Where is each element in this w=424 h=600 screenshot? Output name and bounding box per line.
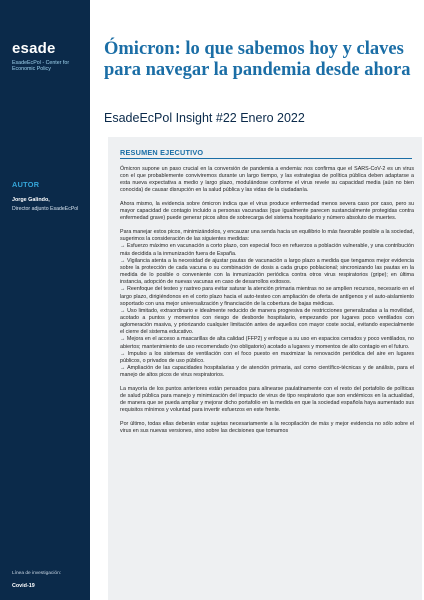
summary-heading: RESUMEN EJECUTIVO (120, 148, 204, 157)
esade-logo: esade (12, 40, 56, 57)
author-heading: AUTOR (12, 180, 40, 189)
measure-item: → Mejora en el acceso a mascarillas de alta calidad (FFP2) y enfoque a su uso en espacios cerrados y poco ventilados, no abiertos; mantenimiento de uso recomendado (no obligatorio) acotado a lugares y momentos de alto contagio en el futuro. (120, 336, 414, 350)
research-line-label: Línea de investigación: (12, 571, 62, 576)
summary-paragraph: Ómicron supone un paso crucial en la conversión de pandemia a endemia: nos confirma que el SARS-CoV-2 es un virus con el que probablemente conviviremos durante un largo tiempo, y las estrategias de política pública deben adaptarse a esta nueva expectativa a medio y largo plazo, modulándose conforme el virus revele su capacidad media (aún no bien conocida) de causar disrupción en la salud pública y las vidas de la ciudadanía. (120, 166, 414, 194)
summary-paragraph: Ahora mismo, la evidencia sobre ómicron indica que el virus produce enfermedad menos severa caso por caso, pero su mayor capacidad de contagio incluido a personas vacunadas (que igualmente parecen sustancialmente protegidas contra enfermedad grave) puede generar picos altos de sobrecarga del sistema hospitalario y número absoluto de muertes. (120, 201, 414, 222)
page-subtitle: EsadeEcPol Insight #22 Enero 2022 (104, 111, 305, 125)
measure-item: → Reenfoque del testeo y rastreo para evitar saturar la atención primaria mientras no se amplíen recursos, necesario en el largo plazo, dirigiéndonos en el corto plazo hacia el auto-testeo con ampliación de oferta de antígenos y el auto-aislamiento soportado con una mejor universalización y financiación de la cobertura de bajas médicas. (120, 286, 414, 307)
summary-paragraph: Para manejar estos picos, minimizándolos, y encauzar una senda hacia un equilibrio lo más favorable posible a la sociedad, sugerimos la consideración de las siguientes medidas: (120, 229, 414, 243)
author-name: Jorge Galindo, (12, 197, 50, 203)
summary-divider (120, 158, 412, 159)
research-line-tag: Covid-19 (12, 583, 35, 589)
summary-paragraph: Por último, todas ellas deberán estar sujetas necesariamente a la recopilación de más y mejor evidencia no sólo sobre el virus en sus nuevas versiones, sino sobre las decisiones que tomamos (120, 421, 414, 435)
measure-item: → Vigilancia atenta a la necesidad de ajustar pautas de vacunación a largo plazo a medida que tengamos mejor evidencia sobre la protección de cada vacuna o su combinación de dosis a cada grupo poblacional; sincronizando las pautas en la medida de lo posible o conveniente con la inmunización periódica contra otros virus respiratorios (gripe); en última instancia, adopción de nuevas vacunas en caso de desarrollos exitosos. (120, 257, 414, 286)
measure-item: → Impulso a los sistemas de ventilación con el foco puesto en maximizar la renovación periódica del aire en lugares públicos, o privados de uso público. (120, 350, 414, 364)
measure-item: → Uso limitado, extraordinario e idealmente reducido de manera progresiva de restricciones generalizadas a la movilidad, acotado a puntos y momentos con riesgo de desborde hospitalario, empezando por lugares poco ventilados con aglomeración masiva, y priorizando cualquier limitación antes de aquellos con mayor coste social, evitando especialmente el cierre del sistema educativo. (120, 307, 414, 336)
brand-subtitle: EsadeEcPol - Center for Economic Policy (12, 60, 70, 73)
sidebar (0, 0, 90, 600)
author-role: Director adjunto EsadeEcPol (12, 206, 79, 212)
summary-body (120, 166, 414, 442)
measure-item: → Ampliación de las capacidades hospitalarias y de atención primaria, así como científico-técnicas y de análisis, para el manejo de altos picos de virus respiratorios. (120, 365, 414, 379)
measure-item: → Esfuerzo máximo en vacunación a corto plazo, con especial foco en refuerzos a población vulnerable, y una contribución más decidida a la inmunización fuera de España. (120, 243, 414, 257)
page-title: Ómicron: lo que sabemos hoy y claves para navegar la pandemia desde ahora (104, 39, 411, 80)
summary-paragraph: La mayoría de los puntos anteriores están pensados para alinearse paulatinamente con el resto del portafolio de políticas de salud pública para manejo y minimización del impacto de virus de tipo respiratorio que son endémicos en la actualidad, de manera que se pueda ampliar y mejorar dicho portafolio en la medida en que la sociedad española haya aumentado sus requisitos mínimos y voluntad para invertir esfuerzos en este frente. (120, 385, 414, 414)
executive-summary-box (108, 137, 422, 600)
